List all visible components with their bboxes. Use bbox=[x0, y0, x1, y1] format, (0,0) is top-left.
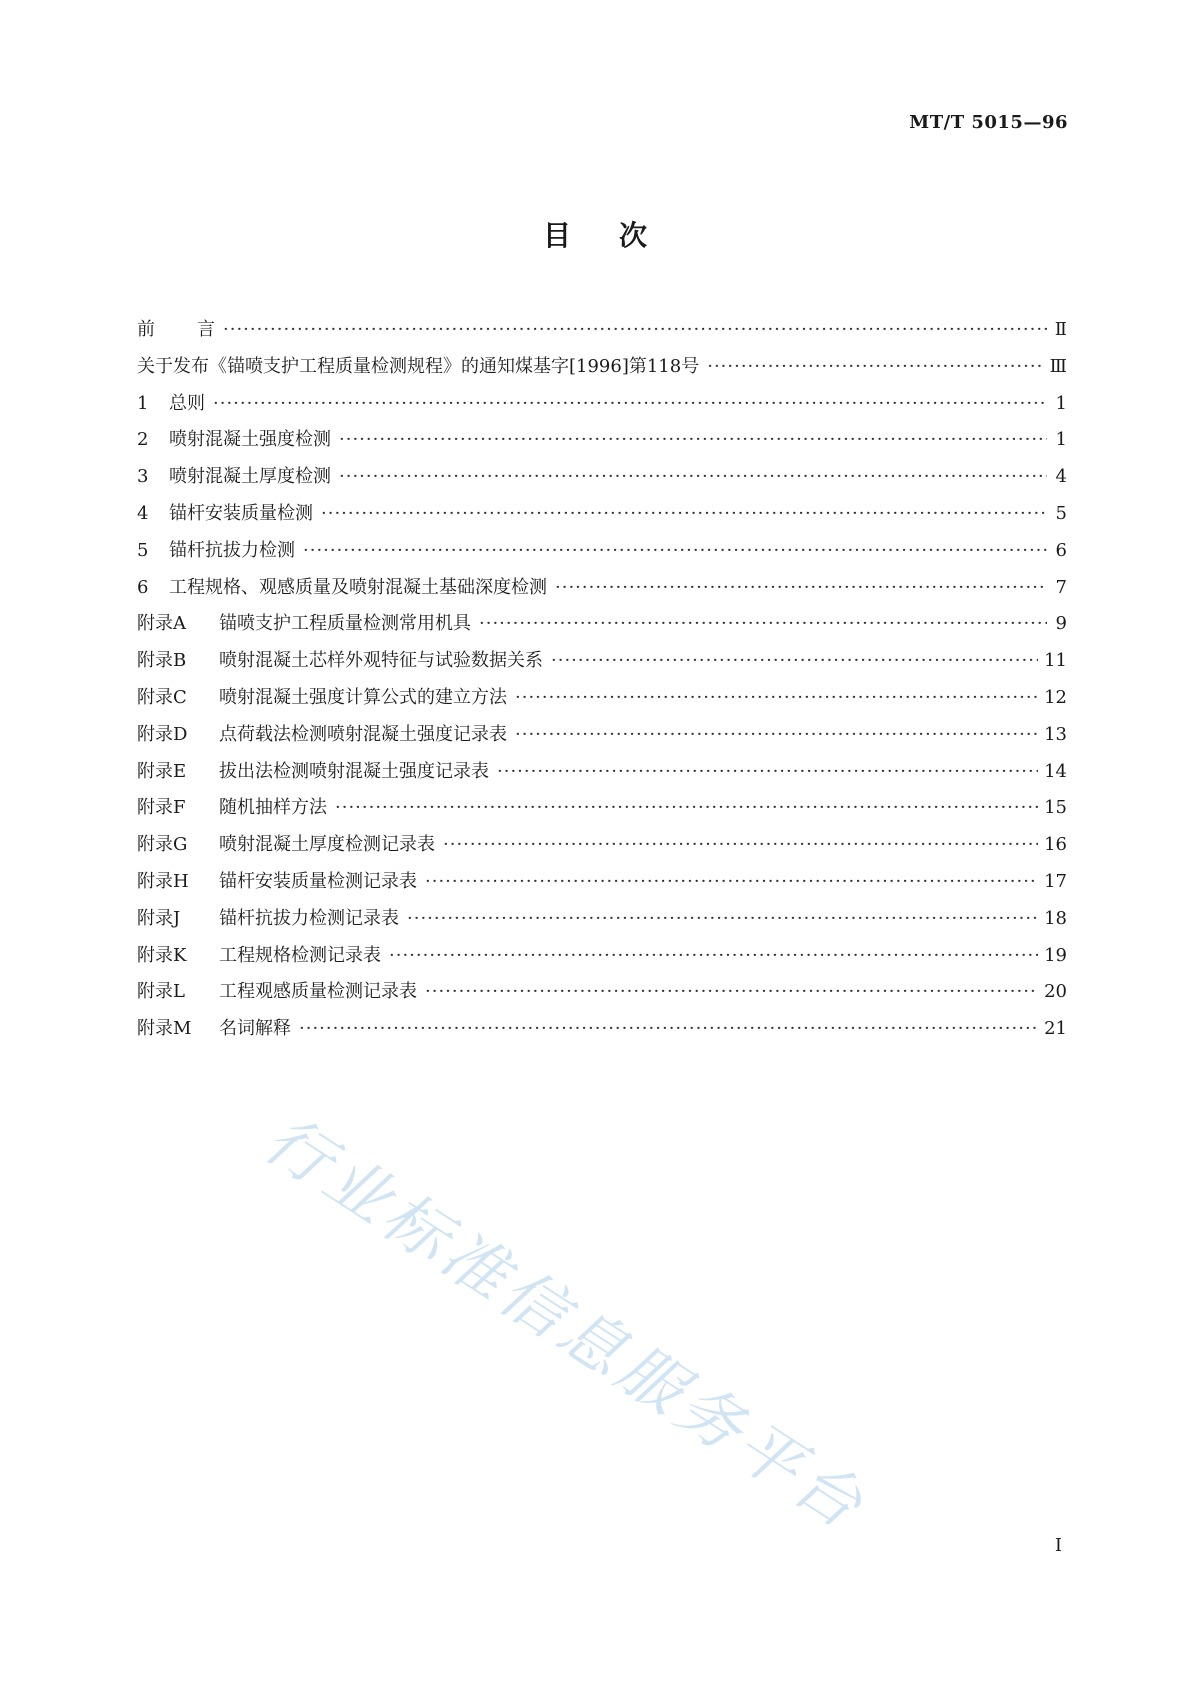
toc-entry-title bbox=[137, 606, 479, 643]
toc-entry-title bbox=[137, 901, 407, 938]
toc-entry-page: 15 bbox=[1044, 797, 1067, 819]
toc-entry-page: 1 bbox=[1055, 429, 1067, 451]
toc-entry-title bbox=[137, 827, 443, 864]
toc-entry-number: 附录A bbox=[137, 613, 186, 635]
toc-entry-title bbox=[137, 717, 515, 754]
toc-entry[interactable] bbox=[137, 901, 1067, 938]
toc-entry[interactable] bbox=[137, 496, 1067, 533]
toc-entry-label: 锚杆安装质量检测记录表 bbox=[219, 870, 417, 892]
toc-entry-label: 喷射混凝土芯样外观特征与试验数据关系 bbox=[219, 650, 543, 672]
toc-leader-dots bbox=[551, 643, 1038, 680]
toc-entry-number: 附录E bbox=[137, 760, 187, 782]
toc-entry-page: 9 bbox=[1055, 613, 1067, 635]
toc-entry-page: 6 bbox=[1055, 539, 1067, 561]
toc-entry-title bbox=[137, 386, 213, 423]
toc-entry-label: 关于发布《锚喷支护工程质量检测规程》的通知煤基字[1996]第118号 bbox=[137, 355, 700, 377]
toc-entry[interactable] bbox=[137, 790, 1067, 827]
toc-entry-number: 附录J bbox=[137, 907, 181, 929]
toc-entry-number: 1 bbox=[137, 392, 149, 414]
toc-entry-title bbox=[137, 938, 389, 975]
toc-entry-label: 锚杆抗拔力检测 bbox=[169, 539, 295, 561]
toc-entry-label: 工程观感质量检测记录表 bbox=[219, 981, 417, 1003]
toc-entry-label: 锚杆抗拔力检测记录表 bbox=[219, 907, 399, 929]
toc-leader-dots bbox=[497, 754, 1038, 791]
toc-entry-label: 喷射混凝土强度计算公式的建立方法 bbox=[219, 686, 507, 708]
toc-leader-dots bbox=[303, 533, 1047, 570]
page-title: 目次 bbox=[542, 219, 695, 252]
toc-entry-title bbox=[137, 533, 303, 570]
toc-leader-dots bbox=[213, 386, 1047, 423]
toc-entry-label: 喷射混凝土强度检测 bbox=[169, 429, 331, 451]
toc-leader-dots bbox=[555, 570, 1047, 607]
toc-leader-dots bbox=[335, 790, 1038, 827]
toc-entry[interactable] bbox=[137, 864, 1067, 901]
toc-entry-page: 5 bbox=[1055, 502, 1067, 524]
toc-entry-label: 锚杆安装质量检测 bbox=[169, 502, 313, 524]
toc-entry[interactable] bbox=[137, 422, 1067, 459]
toc-entry[interactable] bbox=[137, 1011, 1067, 1048]
toc-leader-dots bbox=[223, 312, 1047, 349]
toc-entry-number: 附录M bbox=[137, 1018, 192, 1040]
toc-leader-dots bbox=[515, 680, 1038, 717]
page-number: I bbox=[1054, 1535, 1062, 1556]
toc-entry-title bbox=[137, 974, 425, 1011]
toc-entry-number: 5 bbox=[137, 539, 149, 561]
toc-entry[interactable] bbox=[137, 312, 1067, 349]
toc-leader-dots bbox=[321, 496, 1047, 533]
toc-entry-page: 20 bbox=[1044, 981, 1067, 1003]
toc-entry-label: 工程规格检测记录表 bbox=[219, 944, 381, 966]
toc-entry-page: 21 bbox=[1044, 1018, 1067, 1040]
toc-entry-page: 14 bbox=[1044, 760, 1067, 782]
toc-entry-number: 4 bbox=[137, 502, 149, 524]
toc-entry-number: 附录D bbox=[137, 723, 188, 745]
toc-entry-label: 言 bbox=[197, 319, 215, 340]
toc-entry-label: 随机抽样方法 bbox=[219, 797, 327, 819]
toc-entry-number: 6 bbox=[137, 576, 149, 598]
toc-entry-number: 附录K bbox=[137, 944, 187, 966]
toc-entry-label: 喷射混凝土厚度检测 bbox=[169, 466, 331, 488]
toc-entry-page: 7 bbox=[1055, 576, 1067, 598]
toc-entry-number: 附录G bbox=[137, 834, 188, 856]
toc-entry-label: 拔出法检测喷射混凝土强度记录表 bbox=[219, 760, 489, 782]
toc-leader-dots bbox=[479, 606, 1047, 643]
toc-entry[interactable] bbox=[137, 717, 1067, 754]
toc-entry-page: Ⅲ bbox=[1049, 355, 1067, 377]
toc-entry-page: 11 bbox=[1044, 650, 1067, 672]
toc-entry-label: 点荷载法检测喷射混凝土强度记录表 bbox=[219, 723, 507, 745]
toc-entry-page: 13 bbox=[1044, 723, 1067, 745]
toc-entry-number: 2 bbox=[137, 429, 149, 451]
toc-leader-dots bbox=[443, 827, 1038, 864]
toc-entry-label: 锚喷支护工程质量检测常用机具 bbox=[219, 613, 471, 635]
toc-entry-number: 附录H bbox=[137, 870, 189, 892]
toc-entry-number: 附录B bbox=[137, 650, 187, 672]
toc-leader-dots bbox=[389, 938, 1038, 975]
toc-entry-number: 附录L bbox=[137, 981, 185, 1003]
toc-leader-dots bbox=[515, 717, 1038, 754]
toc-entry-label: 总则 bbox=[169, 392, 205, 414]
toc-entry-page: Ⅱ bbox=[1054, 319, 1067, 340]
toc-entry[interactable] bbox=[137, 827, 1067, 864]
toc-entry[interactable] bbox=[137, 938, 1067, 975]
toc-entry[interactable] bbox=[137, 570, 1067, 607]
toc-entry[interactable] bbox=[137, 680, 1067, 717]
toc-entry-title bbox=[137, 754, 497, 791]
toc-leader-dots bbox=[425, 864, 1038, 901]
toc-entry-title bbox=[137, 570, 555, 607]
toc-entry-page: 19 bbox=[1044, 944, 1067, 966]
toc-entry-page: 4 bbox=[1055, 466, 1067, 488]
toc-leader-dots bbox=[339, 459, 1047, 496]
toc-entry-number: 3 bbox=[137, 466, 149, 488]
toc-entry-title bbox=[137, 864, 425, 901]
toc-entry-title bbox=[137, 643, 551, 680]
toc-entry[interactable] bbox=[137, 386, 1067, 423]
toc-entry-title bbox=[137, 1011, 299, 1048]
toc-entry-title bbox=[137, 422, 339, 459]
toc-entry-page: 18 bbox=[1044, 907, 1067, 929]
toc-entry[interactable] bbox=[137, 643, 1067, 680]
toc-leader-dots bbox=[407, 901, 1038, 938]
toc-entry-page: 1 bbox=[1055, 392, 1067, 414]
toc-entry-page: 17 bbox=[1044, 870, 1067, 892]
toc-entry[interactable] bbox=[137, 754, 1067, 791]
toc-entry[interactable] bbox=[137, 349, 1067, 386]
toc-entry-number: 附录C bbox=[137, 686, 187, 708]
toc-entry-number: 附录F bbox=[137, 797, 186, 819]
watermark: 行业标准信息服务平台 bbox=[251, 1102, 879, 1546]
toc-entry-page: 12 bbox=[1044, 686, 1067, 708]
toc-entry-title bbox=[137, 349, 707, 386]
header-code: MT/T 5015—96 bbox=[909, 112, 1068, 133]
toc-entry-label: 工程规格、观感质量及喷射混凝土基础深度检测 bbox=[169, 576, 547, 598]
toc-entry-title bbox=[137, 496, 321, 533]
toc-entry-title bbox=[137, 680, 515, 717]
toc-entry-title bbox=[137, 790, 335, 827]
toc-leader-dots bbox=[299, 1011, 1038, 1048]
toc-entry[interactable] bbox=[137, 606, 1067, 643]
toc-entry[interactable] bbox=[137, 974, 1067, 1011]
toc-leader-dots bbox=[707, 349, 1043, 386]
toc-entry-title bbox=[137, 459, 339, 496]
toc-entry-label: 喷射混凝土厚度检测记录表 bbox=[219, 834, 435, 856]
toc-entry-label: 名词解释 bbox=[219, 1018, 291, 1040]
table-of-contents bbox=[137, 312, 1067, 1048]
toc-entry-number: 前 bbox=[137, 319, 155, 340]
toc-leader-dots bbox=[339, 422, 1047, 459]
toc-leader-dots bbox=[425, 974, 1038, 1011]
toc-entry[interactable] bbox=[137, 533, 1067, 570]
toc-entry-title bbox=[137, 312, 223, 349]
toc-entry-page: 16 bbox=[1044, 834, 1067, 856]
toc-entry[interactable] bbox=[137, 459, 1067, 496]
